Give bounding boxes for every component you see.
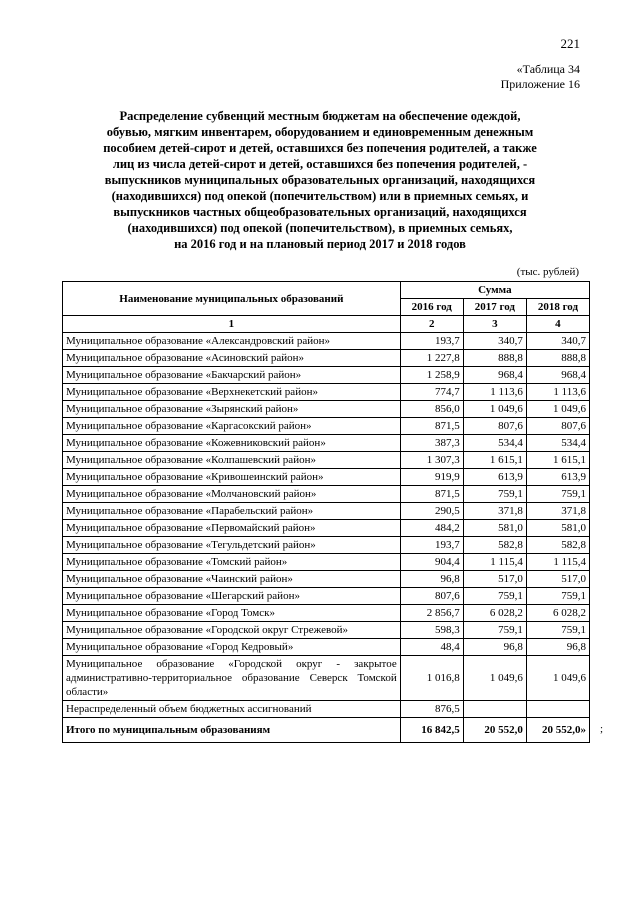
value-2017: 759,1 [463, 588, 526, 605]
municipality-name: Муниципальное образование «Асиновский район» [63, 350, 401, 367]
header-row [63, 282, 590, 299]
value-2018: 1 049,6 [526, 656, 589, 701]
title-line: Распределение субвенций местным бюджетам на обеспечение одеждой, [119, 109, 521, 123]
header-sum: Сумма [400, 282, 589, 299]
value-2016: 774,7 [400, 384, 463, 401]
value-2017: 759,1 [463, 622, 526, 639]
total-2017: 20 552,0 [463, 718, 526, 743]
municipality-name: Муниципальное образование «Томский район» [63, 554, 401, 571]
value-2016: 807,6 [400, 588, 463, 605]
title-line: пособием детей-сирот и детей, оставшихся без попечения родителей, а также [103, 141, 537, 155]
table-number: «Таблица 34 [516, 62, 580, 76]
municipality-name: Муниципальное образование «Бакчарский район» [63, 367, 401, 384]
title-line: обувью, мягким инвентарем, оборудованием и единовременным денежным [106, 125, 534, 139]
column-index: 4 [526, 316, 589, 333]
trailing-semicolon: ; [599, 723, 603, 735]
value-2016: 919,9 [400, 469, 463, 486]
title-line: (находившихся) под опекой (попечительством) или в приемных семьях, и [111, 189, 529, 203]
value-2018 [526, 701, 589, 718]
value-2017: 1 049,6 [463, 656, 526, 701]
header-municipality: Наименование муниципальных образований [63, 282, 401, 316]
column-index-row [63, 316, 590, 333]
column-index: 1 [63, 316, 401, 333]
value-2016: 484,2 [400, 520, 463, 537]
municipality-name: Муниципальное образование «Тегульдетский район» [63, 537, 401, 554]
value-2016: 193,7 [400, 537, 463, 554]
value-2017: 581,0 [463, 520, 526, 537]
value-2016: 871,5 [400, 418, 463, 435]
value-2018: 888,8 [526, 350, 589, 367]
value-2016: 871,5 [400, 486, 463, 503]
total-2018: 20 552,0» [542, 724, 586, 736]
column-index: 3 [463, 316, 526, 333]
municipality-name: Муниципальное образование «Чаинский район» [63, 571, 401, 588]
table-row [63, 554, 590, 571]
value-2016: 1 016,8 [400, 656, 463, 701]
table-row [63, 639, 590, 656]
value-2018: 96,8 [526, 639, 589, 656]
table-row [63, 701, 590, 718]
table-row [63, 520, 590, 537]
value-2018: 517,0 [526, 571, 589, 588]
total-2018-cell [526, 718, 603, 743]
value-2018: 581,0 [526, 520, 589, 537]
municipality-name: Муниципальное образование «Первомайский район» [63, 520, 401, 537]
table-row [63, 486, 590, 503]
value-2016: 48,4 [400, 639, 463, 656]
page-number: 221 [560, 36, 580, 51]
value-2017: 340,7 [463, 333, 526, 350]
table-row [63, 350, 590, 367]
units-label: (тыс. рублей) [516, 266, 579, 278]
table-row [63, 452, 590, 469]
table-row [63, 418, 590, 435]
value-2017: 6 028,2 [463, 605, 526, 622]
table-row [63, 469, 590, 486]
municipality-name: Муниципальное образование «Колпашевский район» [63, 452, 401, 469]
table-row [63, 367, 590, 384]
municipality-name: Муниципальное образование «Городской округ - закрытое административно-территориальное образование Северск Томской области» [63, 656, 401, 701]
value-2018: 6 028,2 [526, 605, 589, 622]
value-2018: 968,4 [526, 367, 589, 384]
value-2018: 807,6 [526, 418, 589, 435]
total-label: Итого по муниципальным образованиям [63, 718, 401, 743]
table-row [63, 622, 590, 639]
value-2018: 1 115,4 [526, 554, 589, 571]
value-2018: 340,7 [526, 333, 589, 350]
municipality-name: Муниципальное образование «Город Кедровый» [63, 639, 401, 656]
table-row [63, 605, 590, 622]
title-line: лиц из числа детей-сирот и детей, оставшихся без попечения родителей, - [112, 157, 528, 171]
municipality-name: Муниципальное образование «Зырянский район» [63, 401, 401, 418]
value-2016: 387,3 [400, 435, 463, 452]
title-line: (находившихся) под опекой (попечительством), в приемных семьях, [127, 221, 513, 235]
municipality-name: Муниципальное образование «Молчановский район» [63, 486, 401, 503]
value-2016: 1 307,3 [400, 452, 463, 469]
value-2016: 598,3 [400, 622, 463, 639]
value-2018: 759,1 [526, 588, 589, 605]
value-2017: 1 115,4 [463, 554, 526, 571]
table-row [63, 333, 590, 350]
appendix-number: Приложение 16 [500, 77, 580, 91]
total-2016: 16 842,5 [400, 718, 463, 743]
municipality-name: Муниципальное образование «Александровский район» [63, 333, 401, 350]
value-2018: 613,9 [526, 469, 589, 486]
value-2016: 1 227,8 [400, 350, 463, 367]
table-row [63, 435, 590, 452]
value-2018: 1 615,1 [526, 452, 589, 469]
header-year-2018: 2018 год [526, 299, 589, 316]
value-2017: 613,9 [463, 469, 526, 486]
value-2018: 1 113,6 [526, 384, 589, 401]
table-row [63, 588, 590, 605]
header-year-2017: 2017 год [463, 299, 526, 316]
value-2017: 1 049,6 [463, 401, 526, 418]
value-2017: 1 113,6 [463, 384, 526, 401]
municipality-name: Муниципальное образование «Город Томск» [63, 605, 401, 622]
table-reference [501, 62, 580, 92]
value-2017: 888,8 [463, 350, 526, 367]
municipality-name: Муниципальное образование «Кривошеинский район» [63, 469, 401, 486]
value-2017: 582,8 [463, 537, 526, 554]
value-2017: 371,8 [463, 503, 526, 520]
subvention-table [62, 281, 603, 743]
table-row [63, 401, 590, 418]
title-line: выпускников муниципальных образовательных организаций, находящихся [104, 173, 536, 187]
value-2017: 807,6 [463, 418, 526, 435]
table-row [63, 656, 590, 701]
title-line: выпускников частных общеобразовательных организаций, находящихся [113, 205, 527, 219]
value-2016: 193,7 [400, 333, 463, 350]
municipality-name: Муниципальное образование «Каргасокский район» [63, 418, 401, 435]
municipality-name: Муниципальное образование «Кожевниковский район» [63, 435, 401, 452]
table-row [63, 503, 590, 520]
table-body [63, 333, 603, 743]
value-2017: 968,4 [463, 367, 526, 384]
municipality-name: Муниципальное образование «Верхнекетский район» [63, 384, 401, 401]
column-index: 2 [400, 316, 463, 333]
municipality-name: Муниципальное образование «Городской округ Стрежевой» [63, 622, 401, 639]
value-2018: 759,1 [526, 486, 589, 503]
value-2016: 96,8 [400, 571, 463, 588]
value-2018: 371,8 [526, 503, 589, 520]
value-2016: 2 856,7 [400, 605, 463, 622]
total-row [63, 718, 590, 743]
value-2016: 856,0 [400, 401, 463, 418]
value-2018: 759,1 [526, 622, 589, 639]
value-2016: 290,5 [400, 503, 463, 520]
table-row [63, 384, 590, 401]
value-2018: 582,8 [526, 537, 589, 554]
value-2016: 904,4 [400, 554, 463, 571]
value-2017: 1 615,1 [463, 452, 526, 469]
municipality-name: Нераспределенный объем бюджетных ассигнований [63, 701, 401, 718]
document-title [70, 108, 570, 252]
municipality-name: Муниципальное образование «Шегарский район» [63, 588, 401, 605]
value-2017: 517,0 [463, 571, 526, 588]
table-row [63, 537, 590, 554]
header-year-2016: 2016 год [400, 299, 463, 316]
value-2017: 534,4 [463, 435, 526, 452]
value-2017: 96,8 [463, 639, 526, 656]
value-2017: 759,1 [463, 486, 526, 503]
value-2016: 876,5 [400, 701, 463, 718]
municipality-name: Муниципальное образование «Парабельский район» [63, 503, 401, 520]
value-2016: 1 258,9 [400, 367, 463, 384]
value-2018: 1 049,6 [526, 401, 589, 418]
value-2018: 534,4 [526, 435, 589, 452]
title-line: на 2016 год и на плановый период 2017 и 2018 годов [174, 237, 466, 251]
table-row [63, 571, 590, 588]
value-2017 [463, 701, 526, 718]
